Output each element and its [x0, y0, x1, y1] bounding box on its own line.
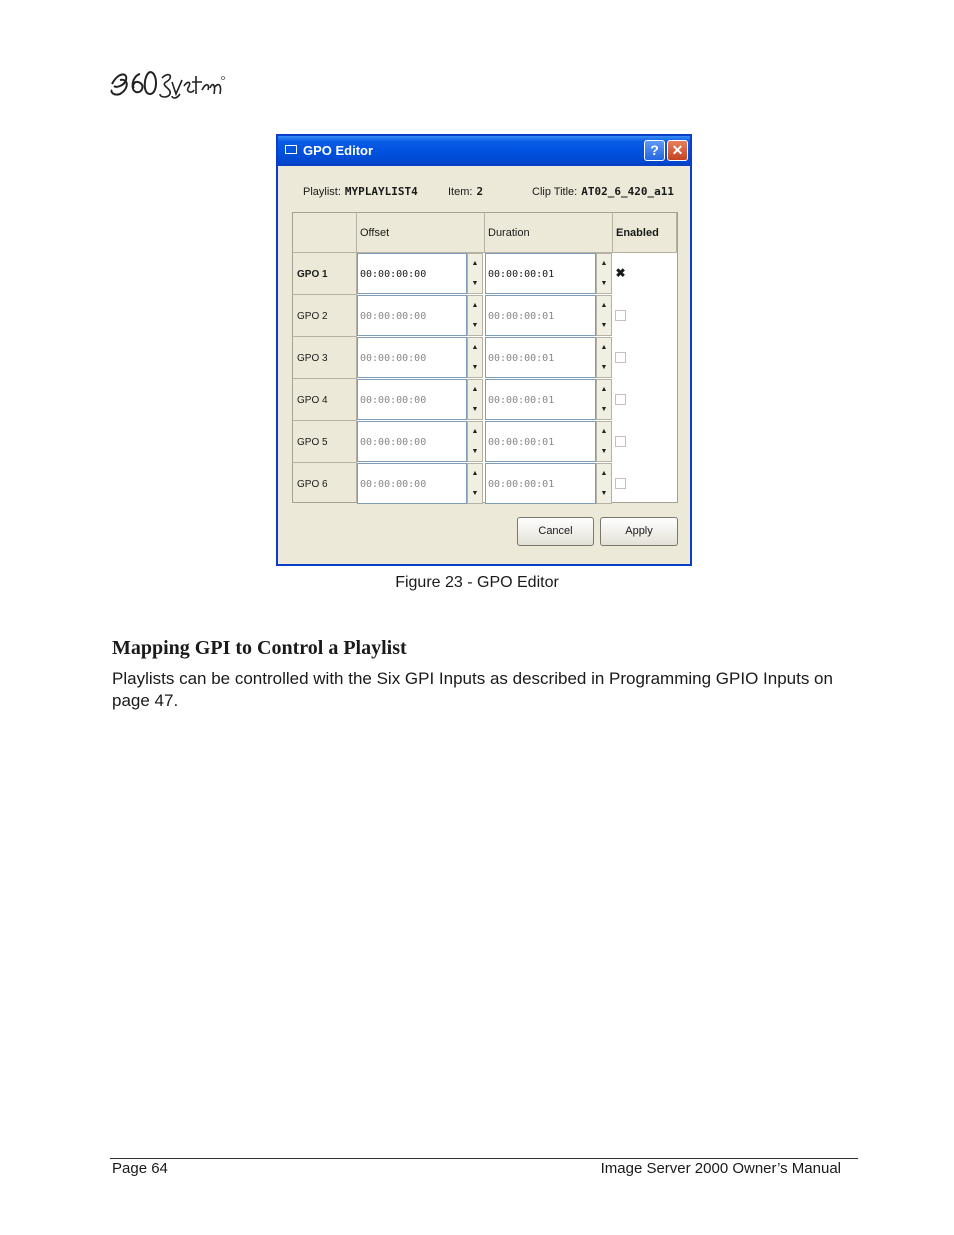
- duration-input[interactable]: [485, 253, 596, 294]
- spin-down-icon[interactable]: ▼: [600, 448, 608, 455]
- spin-up-icon[interactable]: ▲: [600, 260, 608, 267]
- duration-input[interactable]: [485, 463, 596, 504]
- spin-up-icon[interactable]: ▲: [600, 386, 608, 393]
- duration-input[interactable]: [485, 421, 596, 462]
- duration-value: 00:00:00:01: [488, 437, 555, 448]
- playlist-value: MYPLAYLIST4: [344, 185, 418, 198]
- row-header: GPO 6: [293, 463, 357, 502]
- spin-down-icon[interactable]: ▼: [600, 322, 608, 329]
- playlist-label: Playlist:: [303, 186, 341, 198]
- table-row: [293, 295, 677, 337]
- offset-value: 00:00:00:00: [360, 269, 427, 280]
- spin-down-icon[interactable]: ▼: [600, 364, 608, 371]
- offset-input[interactable]: [357, 463, 467, 504]
- spin-down-icon[interactable]: ▼: [471, 280, 479, 287]
- spin-down-icon[interactable]: ▼: [471, 364, 479, 371]
- spin-up-icon[interactable]: ▲: [600, 344, 608, 351]
- offset-value: 00:00:00:00: [360, 395, 427, 406]
- duration-column-header[interactable]: Duration: [485, 213, 613, 253]
- duration-value: 00:00:00:01: [488, 395, 555, 406]
- spin-down-icon[interactable]: ▼: [600, 490, 608, 497]
- offset-input[interactable]: [357, 379, 467, 420]
- offset-spinner[interactable]: [467, 295, 483, 336]
- row-header: GPO 1: [293, 253, 357, 295]
- spin-up-icon[interactable]: ▲: [471, 470, 479, 477]
- spin-up-icon[interactable]: ▲: [471, 386, 479, 393]
- title-bar[interactable]: [278, 136, 690, 166]
- corner-header: [293, 213, 357, 253]
- offset-spinner[interactable]: [467, 463, 483, 504]
- gpo-editor-dialog: [276, 134, 692, 566]
- offset-input[interactable]: [357, 253, 467, 294]
- enabled-checkbox[interactable]: [615, 310, 626, 321]
- duration-spinner[interactable]: [596, 463, 612, 504]
- dialog-title: GPO Editor: [303, 143, 374, 158]
- row-header: GPO 3: [293, 337, 357, 379]
- enabled-checkbox[interactable]: [615, 436, 626, 447]
- offset-spinner[interactable]: [467, 337, 483, 378]
- item-info: [448, 185, 483, 198]
- offset-input[interactable]: [357, 295, 467, 336]
- duration-input[interactable]: [485, 337, 596, 378]
- enabled-column-header[interactable]: Enabled: [613, 213, 677, 253]
- spin-up-icon[interactable]: ▲: [471, 302, 479, 309]
- row-header: GPO 5: [293, 421, 357, 463]
- table-row: [293, 421, 677, 463]
- page-number: Page 64: [112, 1160, 168, 1177]
- duration-spinner[interactable]: [596, 253, 612, 294]
- figure-caption: Figure 23 - GPO Editor: [395, 574, 559, 591]
- offset-value: 00:00:00:00: [360, 479, 427, 490]
- offset-value: 00:00:00:00: [360, 311, 427, 322]
- duration-input[interactable]: [485, 379, 596, 420]
- spin-up-icon[interactable]: ▲: [600, 470, 608, 477]
- table-row: [293, 463, 677, 503]
- duration-input[interactable]: [485, 295, 596, 336]
- section-heading: Mapping GPI to Control a Playlist: [112, 637, 407, 659]
- manual-title: Image Server 2000 Owner’s Manual: [600, 1160, 841, 1177]
- duration-value: 00:00:00:01: [488, 311, 555, 322]
- item-value: 2: [476, 185, 484, 198]
- offset-spinner[interactable]: [467, 253, 483, 294]
- company-logo: [110, 64, 225, 100]
- footer-divider: [110, 1158, 858, 1159]
- row-header: GPO 4: [293, 379, 357, 421]
- window-icon: [285, 145, 297, 154]
- spin-up-icon[interactable]: ▲: [471, 428, 479, 435]
- spin-down-icon[interactable]: ▼: [600, 406, 608, 413]
- help-button[interactable]: ?: [644, 140, 665, 161]
- clip-title-value: AT02_6_420_a11: [581, 185, 674, 198]
- duration-spinner[interactable]: [596, 295, 612, 336]
- section-body: Playlists can be controlled with the Six GPI Inputs as described in Programming GPIO Inputs on page 47.: [112, 669, 833, 710]
- duration-spinner[interactable]: [596, 337, 612, 378]
- spin-down-icon[interactable]: ▼: [600, 280, 608, 287]
- spin-down-icon[interactable]: ▼: [471, 406, 479, 413]
- spin-up-icon[interactable]: ▲: [600, 428, 608, 435]
- offset-column-header[interactable]: Offset: [357, 213, 485, 253]
- item-label: Item:: [448, 186, 473, 198]
- spin-up-icon[interactable]: ▲: [471, 344, 479, 351]
- table-row: [293, 379, 677, 421]
- duration-spinner[interactable]: [596, 379, 612, 420]
- table-row: [293, 337, 677, 379]
- offset-spinner[interactable]: [467, 379, 483, 420]
- enabled-checkbox[interactable]: ✖: [615, 266, 626, 280]
- offset-input[interactable]: [357, 421, 467, 462]
- duration-value: 00:00:00:01: [488, 353, 555, 364]
- clip-info: [532, 185, 674, 198]
- spin-down-icon[interactable]: ▼: [471, 490, 479, 497]
- playlist-info: [303, 185, 418, 198]
- spin-down-icon[interactable]: ▼: [471, 448, 479, 455]
- offset-value: 00:00:00:00: [360, 437, 427, 448]
- offset-value: 00:00:00:00: [360, 353, 427, 364]
- spin-down-icon[interactable]: ▼: [471, 322, 479, 329]
- duration-spinner[interactable]: [596, 421, 612, 462]
- gpo-grid: [292, 212, 678, 503]
- enabled-checkbox[interactable]: [615, 352, 626, 363]
- offset-spinner[interactable]: [467, 421, 483, 462]
- row-header: GPO 2: [293, 295, 357, 337]
- enabled-checkbox[interactable]: [615, 394, 626, 405]
- duration-value: 00:00:00:01: [488, 269, 555, 280]
- enabled-checkbox[interactable]: [615, 478, 626, 489]
- clip-title-label: Clip Title:: [532, 186, 578, 198]
- duration-value: 00:00:00:01: [488, 479, 555, 490]
- spin-up-icon[interactable]: ▲: [471, 260, 479, 267]
- close-button[interactable]: ✕: [667, 140, 688, 161]
- offset-input[interactable]: [357, 337, 467, 378]
- spin-up-icon[interactable]: ▲: [600, 302, 608, 309]
- cancel-button[interactable]: Cancel: [517, 517, 594, 546]
- apply-button[interactable]: Apply: [600, 517, 678, 546]
- table-row: [293, 253, 677, 295]
